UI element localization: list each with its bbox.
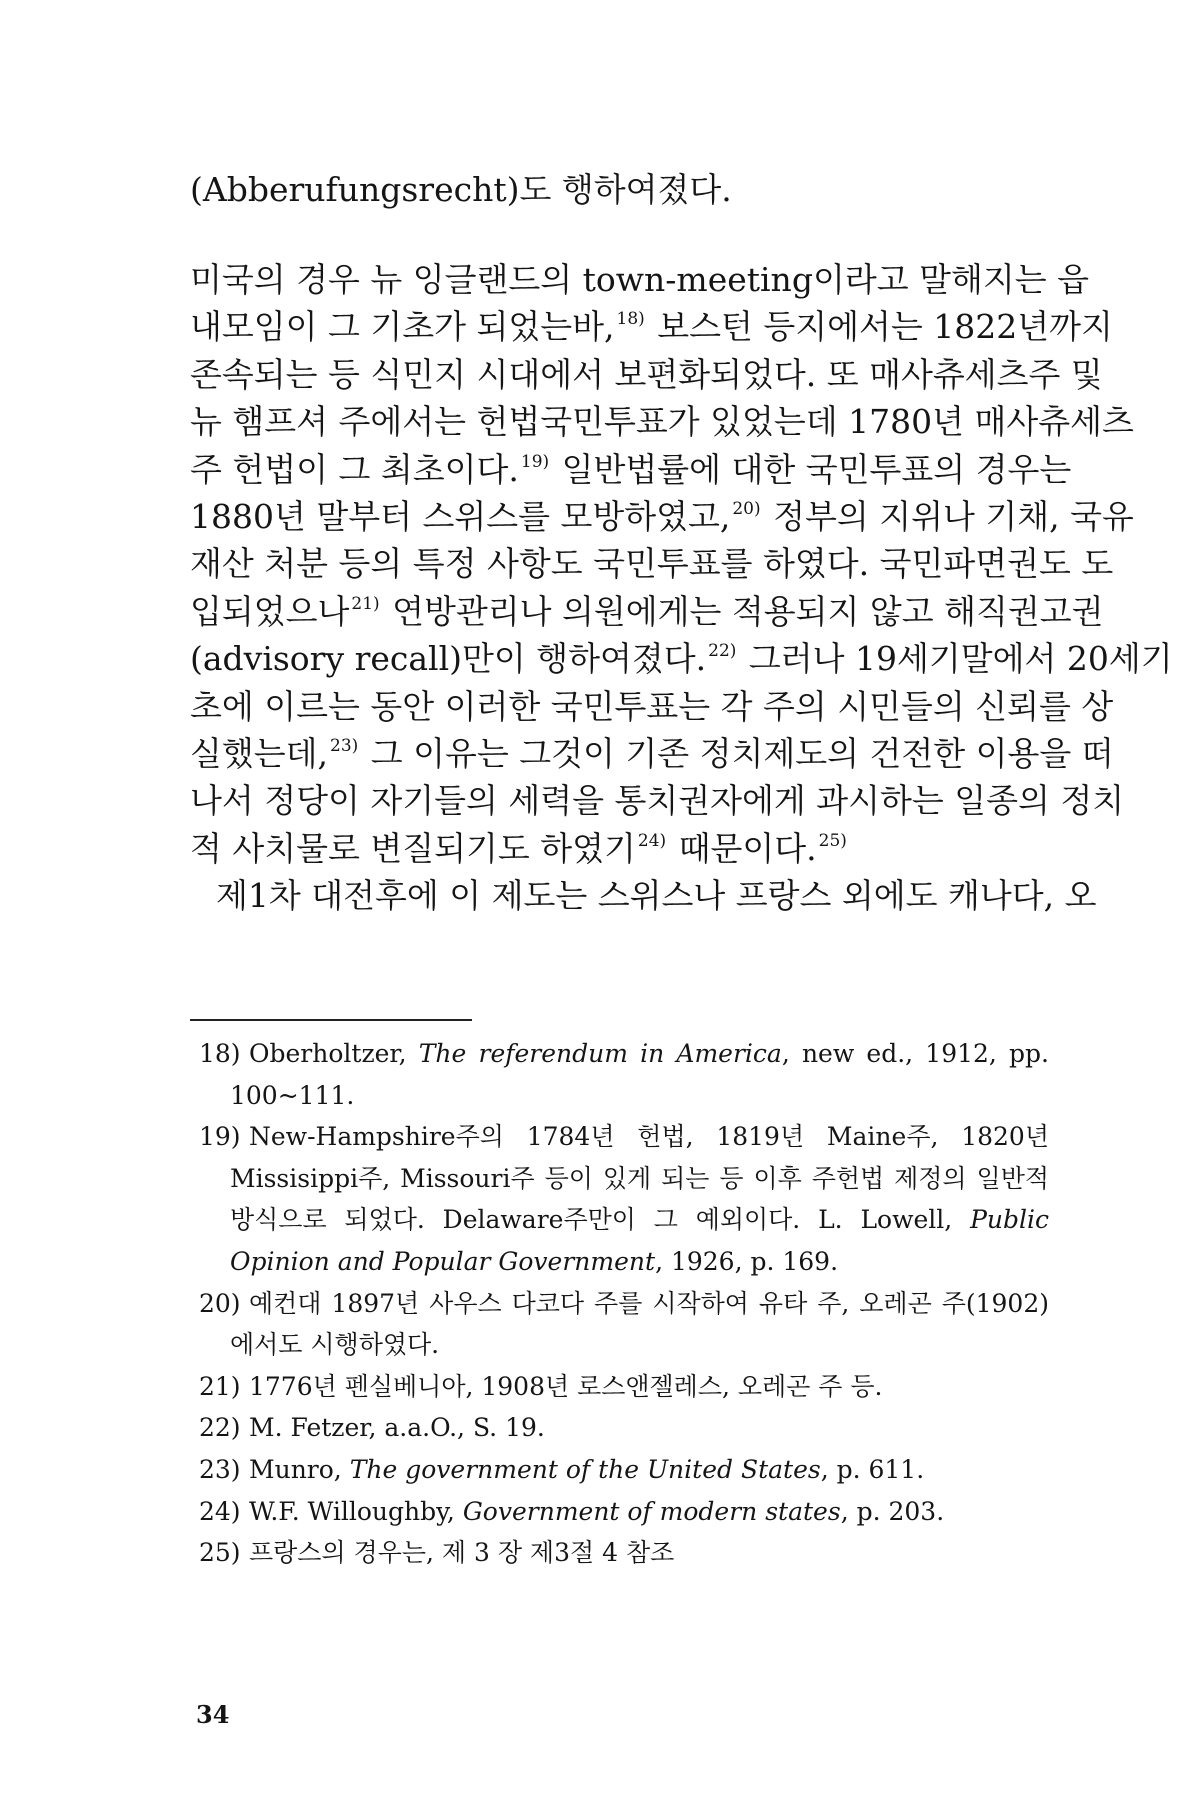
text-line: 내모임이 그 기초가 되었는바, $^{18)}$ 보스턴 등지에서는 1822년까지	[190, 307, 1113, 347]
text-line: 적 사치물로 변질되기도 하였기 $^{24)}$ 때문이다. $^{25)}$	[190, 828, 847, 868]
text-line: 재산 처분 등의 특정 사항도 국민투표를 하였다. 국민파면권도 도	[190, 544, 1114, 584]
text-line: (Abberufungsrecht)도 행하여졌다.	[190, 170, 732, 209]
text-line: 1880년 말부터 스위스를 모방하였고, $^{20)}$ 정부의 지위나 기채, 국유	[190, 496, 1134, 536]
text-line: 존속되는 등 식민지 시대에서 보편화되었다. 또 매사츄세츠주 및	[190, 354, 1103, 394]
continued-line	[190, 166, 1050, 213]
footnote-19-cont: Missisippi주, Missouri주 등이 있게 되는 등 이후 주헌법 제정의 일반적	[230, 1163, 1049, 1193]
footnote-19-cont: 방식으로 되었다. Delaware주만이 그 예외이다. L. Lowell, Public	[230, 1205, 1049, 1235]
footnote-ref[interactable]: 21)	[351, 593, 380, 614]
footnotes	[199, 1033, 1049, 1574]
footnote-19: 19) New-Hampshire주의 1784년 헌법, 1819년 Maine주, 1820년	[199, 1122, 1049, 1152]
footnote-divider	[190, 1019, 472, 1021]
footnote-ref[interactable]: 20)	[732, 498, 761, 519]
text-line: 주 헌법이 그 최초이다. $^{19)}$ 일반법률에 대한 국민투표의 경우는	[190, 449, 1072, 489]
footnote-ref[interactable]: 24)	[637, 830, 667, 851]
text-line: 제1차 대전후에 이 제도는 스위스나 프랑스 외에도 캐나다, 오	[216, 876, 1097, 916]
footnote-ref[interactable]: 25)	[818, 830, 847, 851]
footnote-19-cont: Opinion and Popular Government, 1926, p. 169.	[230, 1246, 839, 1276]
footnote-ref[interactable]: 22)	[708, 641, 737, 662]
text-line: 미국의 경우 뉴 잉글랜드의 town-meeting이라고 말해지는 읍	[190, 260, 1089, 299]
footnote-20: 20) 예컨대 1897년 사우스 다코다 주를 시작하여 유타 주, 오레곤 주(1902)	[199, 1288, 1049, 1318]
main-paragraph	[190, 256, 1173, 919]
footnote-22: 22) M. Fetzer, a.a.O., S. 19.	[199, 1413, 545, 1443]
page-number: 34	[196, 1700, 230, 1729]
footnote-24: 24) W.F. Willoughby, Government of modern states, p. 203.	[199, 1496, 945, 1526]
footnote-21: 21) 1776년 펜실베니아, 1908년 로스앤젤레스, 오레곤 주 등.	[199, 1371, 883, 1401]
text-line: 입되었으나 $^{21)}$ 연방관리나 의원에게는 적용되지 않고 해직권고권	[190, 591, 1104, 631]
footnote-18-cont: 100~111.	[230, 1080, 355, 1110]
text-line: 초에 이르는 동안 이러한 국민투표는 각 주의 시민들의 신뢰를 상	[190, 686, 1114, 726]
text-line: 뉴 햄프셔 주에서는 헌법국민투표가 있었는데 1780년 매사츄세츠	[190, 402, 1134, 442]
footnote-25: 25) 프랑스의 경우는, 제 3 장 제3절 4 참조	[199, 1538, 675, 1568]
footnote-23: 23) Munro, The government of the United States, p. 611.	[199, 1454, 925, 1484]
footnote-ref[interactable]: 18)	[616, 309, 645, 330]
footnote-20-cont: 에서도 시행하였다.	[230, 1330, 440, 1360]
footnote-ref[interactable]: 19)	[520, 451, 550, 472]
text-line: 실했는데, $^{23)}$ 그 이유는 그것이 기존 정치제도의 건전한 이용을 떠	[190, 733, 1114, 773]
text-line: (advisory recall)만이 행하여졌다. $^{22)}$ 그러나 19세기말에서 20세기	[190, 639, 1173, 679]
footnote-ref[interactable]: 23)	[330, 735, 359, 756]
text-line: 나서 정당이 자기들의 세력을 통치권자에게 과시하는 일종의 정치	[190, 781, 1125, 821]
footnote-18: 18) Oberholtzer, The referendum in America, new ed., 1912, pp.	[199, 1039, 1050, 1068]
